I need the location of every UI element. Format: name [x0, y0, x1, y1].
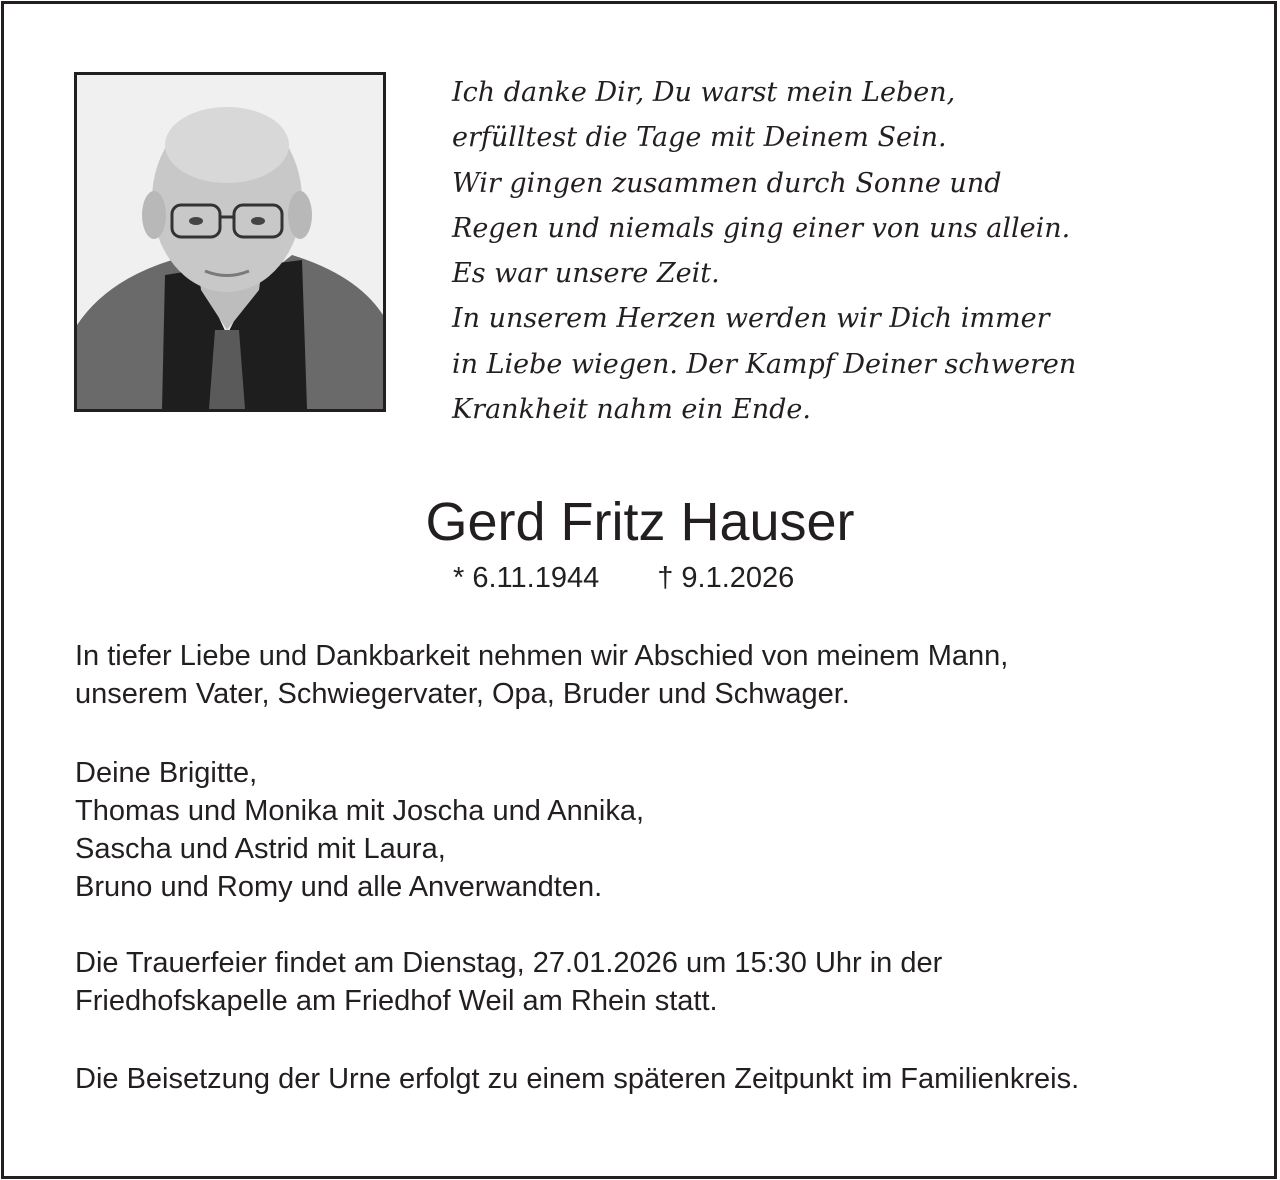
- ceremony-line: Die Trauerfeier findet am Dienstag, 27.01.2026 um 15:30 Uhr in der: [75, 947, 943, 979]
- farewell-line: In tiefer Liebe und Dankbarkeit nehmen wir Abschied von meinem Mann,: [75, 640, 1009, 672]
- death-date: † 9.1.2026: [657, 562, 795, 594]
- mourner-line: Sascha und Astrid mit Laura,: [75, 833, 446, 865]
- ceremony-paragraph: [75, 944, 1265, 1020]
- portrait-illustration: [77, 75, 383, 409]
- birth-date: * 6.11.1944: [453, 562, 600, 594]
- mourner-line: Bruno und Romy und alle Anverwandten.: [75, 871, 603, 903]
- poem-line: Wir gingen zusammen durch Sonne und: [452, 167, 1002, 199]
- portrait-photo: [74, 72, 386, 412]
- deceased-name: Gerd Fritz Hauser: [425, 492, 855, 552]
- poem-line: Krankheit nahm ein Ende.: [452, 394, 811, 426]
- poem-line: Es war unsere Zeit.: [452, 258, 720, 290]
- farewell-line: unserem Vater, Schwiegervater, Opa, Bruder und Schwager.: [75, 678, 850, 710]
- life-dates: [453, 560, 794, 596]
- memorial-poem: [452, 70, 1252, 432]
- mourner-line: Thomas und Monika mit Joscha und Annika,: [75, 795, 645, 827]
- ceremony-line: Friedhofskapelle am Friedhof Weil am Rhein statt.: [75, 985, 718, 1017]
- burial-line: Die Beisetzung der Urne erfolgt zu einem späteren Zeitpunkt im Familienkreis.: [75, 1063, 1080, 1095]
- burial-paragraph: [75, 1060, 1265, 1098]
- poem-line: in Liebe wiegen. Der Kampf Deiner schweren: [452, 348, 1077, 380]
- poem-line: Regen und niemals ging einer von uns allein.: [452, 212, 1071, 244]
- poem-line: Ich danke Dir, Du warst mein Leben,: [452, 77, 956, 108]
- farewell-paragraph: [75, 637, 1265, 713]
- mourners-list: [75, 754, 1265, 906]
- poem-line: erfülltest die Tage mit Deinem Sein.: [452, 122, 947, 154]
- poem-line: In unserem Herzen werden wir Dich immer: [452, 303, 1050, 335]
- mourner-line: Deine Brigitte,: [75, 757, 258, 789]
